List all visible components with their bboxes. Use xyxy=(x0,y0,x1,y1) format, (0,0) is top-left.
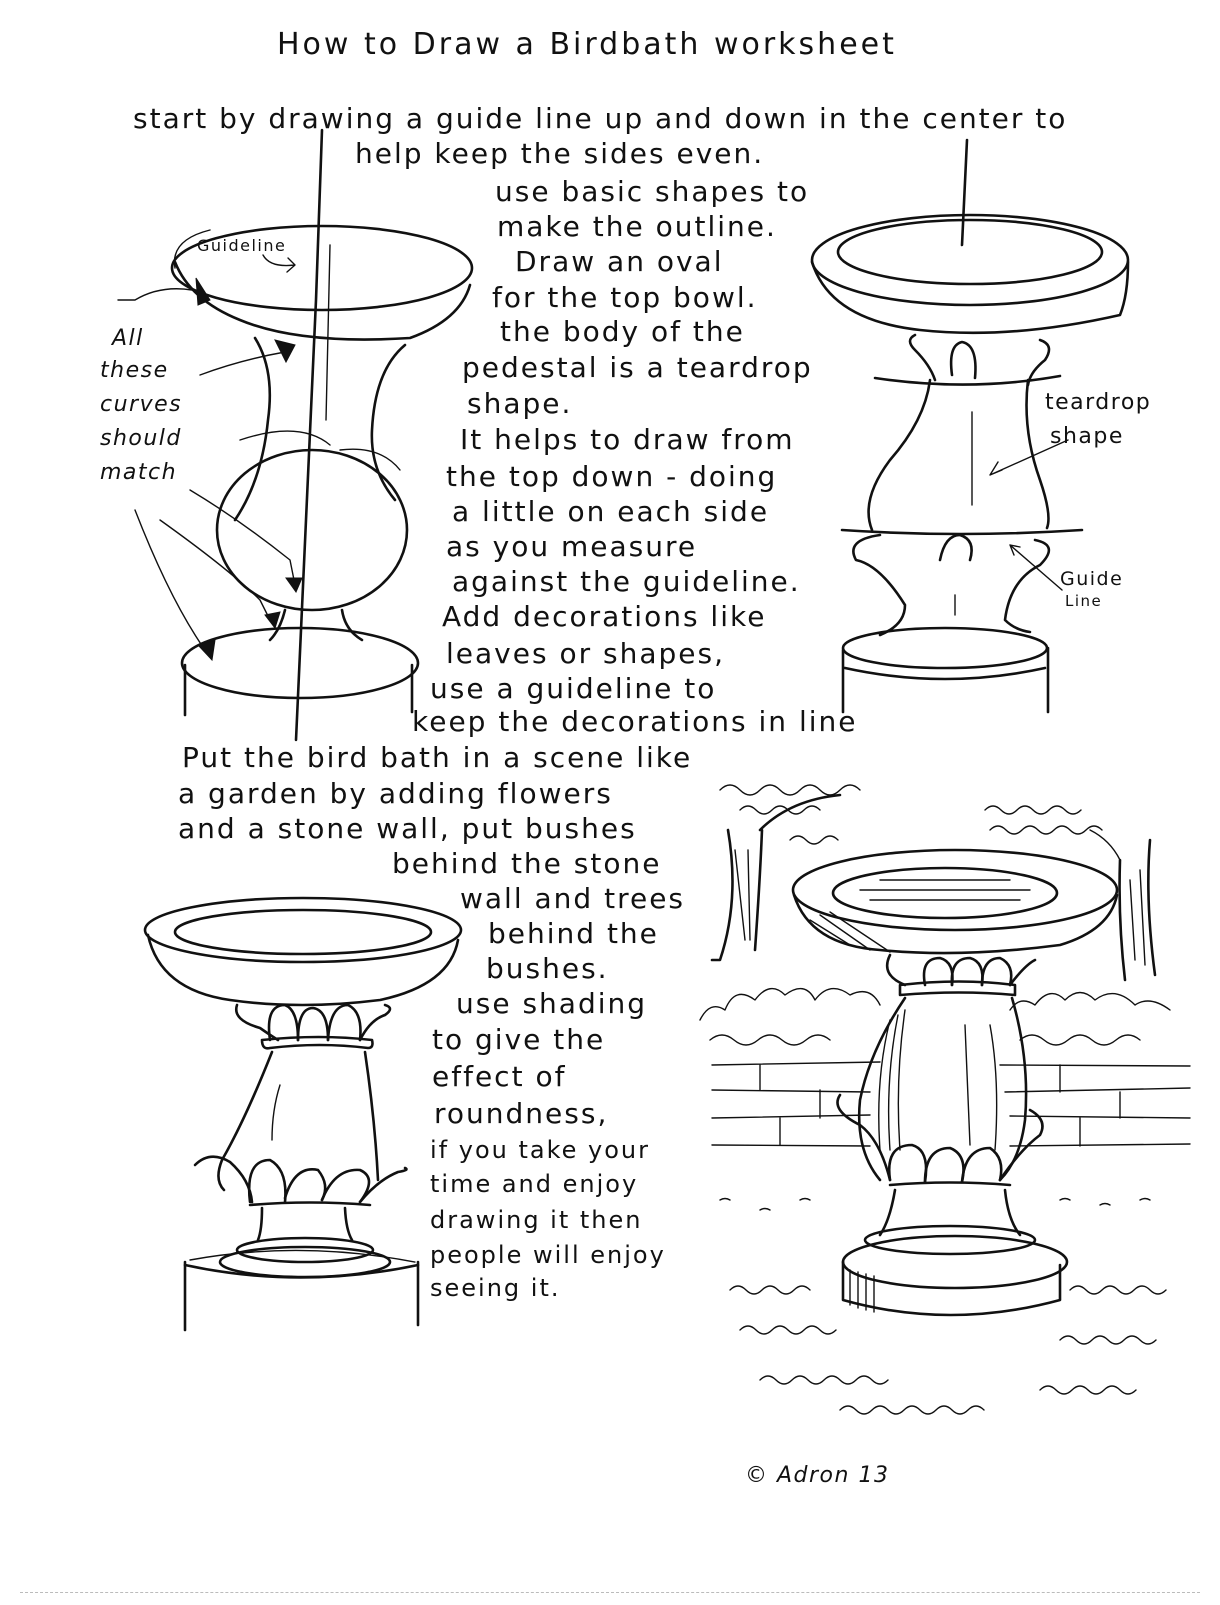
guide-line-label-2: Line xyxy=(1065,592,1103,610)
scene-line: wall and trees xyxy=(460,882,686,915)
step-line: against the guideline. xyxy=(452,565,801,598)
step-line: Add decorations like xyxy=(442,600,767,633)
scene-line: drawing it then xyxy=(430,1206,643,1234)
step-line: Draw an oval xyxy=(515,245,724,278)
step-line: keep the decorations in line xyxy=(412,705,858,738)
worksheet-title: How to Draw a Birdbath worksheet xyxy=(277,27,897,62)
teardrop-label-line-1: teardrop xyxy=(1045,390,1152,415)
step-line: make the outline. xyxy=(497,210,777,243)
scene-line: effect of xyxy=(432,1060,567,1093)
step-line: pedestal is a teardrop xyxy=(462,351,813,384)
curves-note-line: match xyxy=(100,460,178,485)
figure3-line-drawing xyxy=(145,898,461,1330)
scene-line: people will enjoy xyxy=(430,1241,666,1269)
figure4-garden-scene xyxy=(700,785,1190,1414)
intro-line-2: help keep the sides even. xyxy=(355,137,765,170)
curves-note-line: should xyxy=(100,426,182,451)
intro-line-1: start by drawing a guide line up and down in the center to xyxy=(133,102,1068,135)
scene-line: Put the bird bath in a scene like xyxy=(182,741,693,774)
guideline-label: Guideline xyxy=(197,236,287,255)
step-line: for the top bowl. xyxy=(492,281,758,314)
teardrop-label-line-2: shape xyxy=(1050,424,1124,449)
step-line: the top down - doing xyxy=(446,460,778,493)
scene-line: roundness, xyxy=(434,1097,609,1130)
step-line: It helps to draw from xyxy=(460,423,795,456)
scene-line: bushes. xyxy=(486,952,609,985)
step-line: the body of the xyxy=(500,315,745,348)
curves-note-line: curves xyxy=(100,392,183,417)
scene-line: behind the stone xyxy=(392,847,662,880)
scene-line: seeing it. xyxy=(430,1274,561,1302)
scene-line: if you take your xyxy=(430,1136,650,1164)
step-line: leaves or shapes, xyxy=(446,637,725,670)
step-line: use a guideline to xyxy=(430,672,717,705)
curves-note-line: these xyxy=(100,358,169,383)
scene-line: use shading xyxy=(456,987,648,1020)
scene-line: and a stone wall, put bushes xyxy=(178,812,637,845)
page-bottom-edge xyxy=(20,1592,1200,1593)
scene-line: to give the xyxy=(432,1023,606,1056)
scene-line: a garden by adding flowers xyxy=(178,777,613,810)
artist-signature: © Adron 13 xyxy=(745,1463,890,1488)
scene-line: behind the xyxy=(488,917,659,950)
curves-note-line: All xyxy=(112,326,144,351)
step-line: as you measure xyxy=(446,530,698,563)
guide-line-label-1: Guide xyxy=(1060,568,1124,590)
step-line: use basic shapes to xyxy=(495,175,810,208)
step-line: shape. xyxy=(467,387,573,420)
step-line: a little on each side xyxy=(452,495,770,528)
scene-line: time and enjoy xyxy=(430,1170,639,1198)
